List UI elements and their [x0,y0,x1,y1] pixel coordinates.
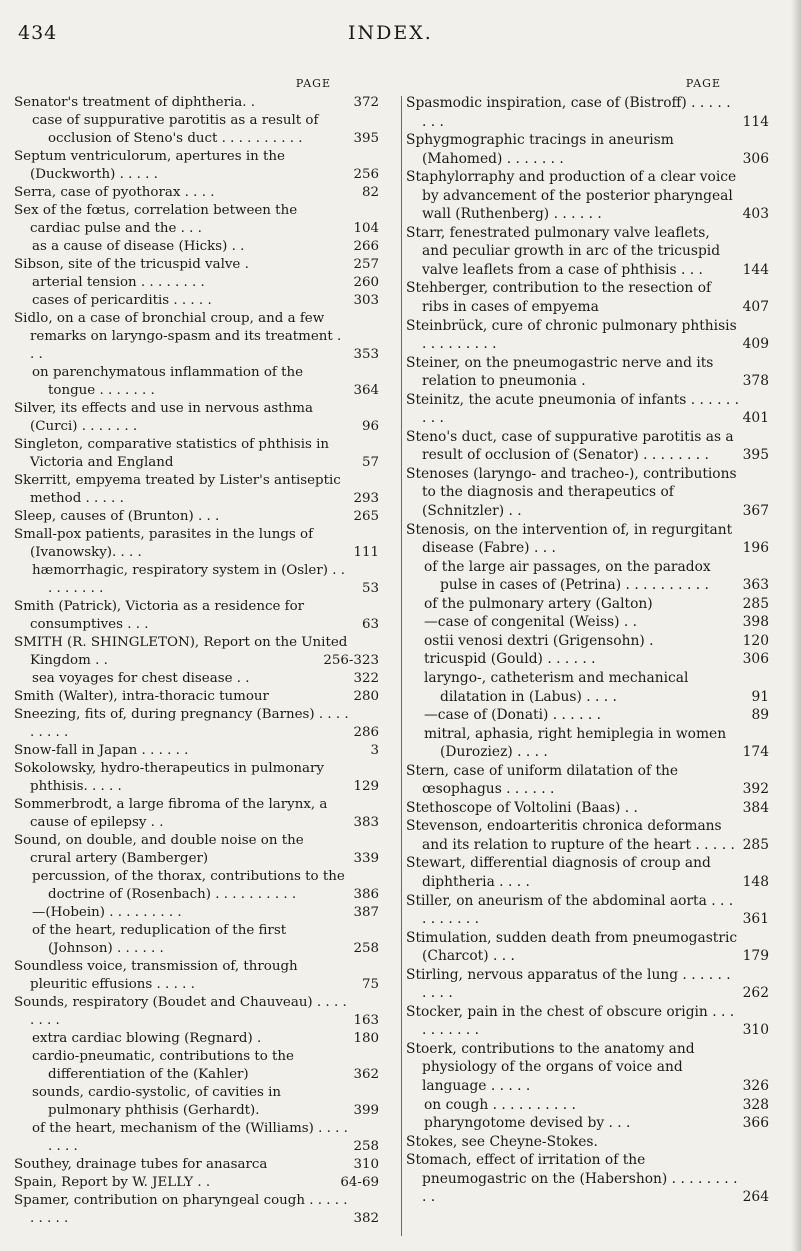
index-entry [14,184,397,202]
entry-page: 96 [361,419,379,434]
index-entry [406,632,787,651]
entry-page: 256 [353,167,379,182]
entry-page: 392 [742,781,769,798]
entry-text: Snow-fall in Japan . . . . . . [14,743,189,758]
entry-page: 91 [751,688,769,705]
index-entry [14,670,397,688]
entry-page: 280 [353,689,379,704]
index-entry [406,1096,787,1115]
entry-text: Sleep, causes of (Brunton) . . . [14,509,220,524]
entry-text: Stomach, effect of irritation of the pneumogastric on the (Habershon) . . . . . . . . . . [406,1152,738,1206]
entry-text: arterial tension . . . . . . . . [32,275,205,290]
entry-text: Steiner, on the pneumogastric nerve and its relation to pneumonia . [406,354,714,390]
index-entry [406,854,787,891]
index-entry [14,1084,397,1120]
entry-text: sea voyages for chest disease . . [32,671,250,686]
index-entry [14,364,397,400]
index-entry [14,562,397,598]
index-entry [14,922,397,958]
entry-text: Senator's treatment of diphtheria. . [14,95,256,110]
entry-page: 395 [742,447,769,464]
index-entry [14,94,397,112]
entry-page: 285 [742,836,769,853]
entry-page: 364 [353,383,379,398]
entry-text: Stocker, pain in the chest of obscure origin . . . . . . . . . . [406,1003,735,1039]
entry-text: of the heart, mechanism of the (Williams) . . . . . . . . [32,1121,348,1154]
entry-text: percussion, of the thorax, contributions to the doctrine of (Rosenbach) . . . . . . . . . . [32,869,345,902]
entry-page: 63 [361,617,379,632]
index-entry [14,796,397,832]
index-entry [406,613,787,632]
index-entry [406,428,787,465]
index-entry [14,742,397,760]
index-entry [406,762,787,799]
entry-text: of the large air passages, on the paradox pulse in cases of (Petrina) . . . . . . . . . . [424,558,711,594]
entry-text: cardio-pneumatic, contributions to the differentiation of the (Kahler) [32,1049,294,1082]
entry-page: 401 [742,410,769,427]
entry-page: 399 [353,1103,379,1118]
entry-text: Sound, on double, and double noise on the crural artery (Bamberger) [14,833,304,866]
entry-page: 258 [353,941,379,956]
entry-text: laryngo-, catheterism and mechanical dilatation in (Labus) . . . . [424,669,689,705]
entry-text: Steno's duct, case of suppurative parotitis as a result of occlusion of (Senator) . . . . . . . . [406,428,734,464]
entry-text: Soundless voice, transmission of, through pleuritic effusions . . . . . [14,959,298,992]
entry-text: Stimulation, sudden death from pneumogastric (Charcot) . . . [406,929,738,965]
index-entry [406,279,787,316]
page-title: INDEX. [348,22,433,44]
entry-text: Stethoscope of Voltolini (Baas) . . [406,799,638,816]
index-entry [406,706,787,725]
entry-page: 383 [353,815,379,830]
index-entry [406,892,787,929]
entry-page: 258 [353,1139,379,1154]
entry-page: 293 [353,491,379,506]
entry-text: tricuspid (Gould) . . . . . . [424,651,596,668]
index-entry [14,1048,397,1084]
index-entry [14,760,397,796]
entry-text: case of suppurative parotitis as a result of occlusion of Steno's duct . . . . . . . . . . [32,113,319,146]
entry-text: Singleton, comparative statistics of phthisis in Victoria and England [14,437,330,470]
entry-page: 384 [742,799,769,816]
entry-text: Smith (Patrick), Victoria as a residence for consumptives . . . [14,599,305,632]
entry-page: 82 [361,185,379,200]
entry-page: 104 [353,221,379,236]
index-entry [14,292,397,310]
entry-text: ostii venosi dextri (Grigensohn) . [424,632,654,649]
page-column-heading: PAGE [685,77,721,90]
entry-text: pharyngotome devised by . . . [424,1115,631,1132]
entry-text: Stirling, nervous apparatus of the lung . . . . . . . . . . [406,966,731,1002]
entry-page: 265 [353,509,379,524]
entry-page: 310 [742,1022,769,1039]
entry-page: 386 [353,887,379,902]
entry-page: 180 [353,1031,379,1046]
entry-page: 144 [742,261,769,278]
entry-page: 264 [742,1189,769,1206]
entry-page: 257 [353,257,379,272]
entry-page: 262 [742,985,769,1002]
entry-page: 366 [742,1115,769,1132]
entry-page: 174 [742,744,769,761]
scan-shadow [791,0,801,1251]
index-entry [14,526,397,562]
index-entry [406,725,787,762]
index-entry [14,1192,397,1228]
entry-text: Sex of the fœtus, correlation between the cardiac pulse and the . . . [14,203,298,236]
entry-page: 326 [742,1077,769,1094]
page-header [0,20,801,50]
index-entry [14,904,397,922]
entry-page: 148 [742,873,769,890]
index-entry [406,650,787,669]
entry-text: Stern, case of uniform dilatation of the œsophagus . . . . . . [406,762,679,798]
entry-text: Serra, case of pyothorax . . . . [14,185,215,200]
entry-text: —case of congenital (Weiss) . . [424,614,638,631]
entry-text: Spasmodic inspiration, case of (Bistroff) . . . . . . . . [406,95,731,130]
index-entry [406,354,787,391]
entry-page: 398 [742,614,769,631]
entry-page: 163 [353,1013,379,1028]
entry-page: 361 [742,911,769,928]
entry-text: of the heart, reduplication of the first (Johnson) . . . . . . [32,923,287,956]
entry-page: 53 [361,581,379,596]
entry-page: 407 [742,299,769,316]
entry-page: 120 [742,632,769,649]
entry-page: 179 [742,948,769,965]
entry-page: 303 [353,293,379,308]
entry-text: Skerritt, empyema treated by Lister's antiseptic method . . . . . [14,473,341,506]
entry-text: Staphylorraphy and production of a clear voice by advancement of the posterior pharyngeal wall (Ruthenberg) . . . . . . [406,169,737,223]
entry-page: 328 [742,1096,769,1113]
index-entry [406,595,787,614]
entry-page: 362 [353,1067,379,1082]
index-entry [14,958,397,994]
entry-page: 378 [742,373,769,390]
index-entry [406,558,787,595]
index-entry [14,238,397,256]
index-entry [406,521,787,558]
entry-page: 339 [353,851,379,866]
entry-page: 114 [742,113,769,130]
entry-page: 372 [353,95,379,110]
entry-text: Sneezing, fits of, during pregnancy (Barnes) . . . . . . . . . [14,707,349,740]
index-entry [406,1133,787,1152]
entry-text: Stevenson, endoarteritis chronica deformans and its relation to rupture of the heart . . . . . [406,818,735,853]
index-entry [14,274,397,292]
entry-page: 286 [353,725,379,740]
entry-page: 196 [742,540,769,557]
entry-list-left [14,94,397,1228]
entry-text: Steinitz, the acute pneumonia of infants . . . . . . . . . [406,391,740,427]
entry-text: Sidlo, on a case of bronchial croup, and a few remarks on laryngo-spasm and its treatment . . . [14,311,342,362]
entry-page: 367 [742,503,769,520]
index-entry [406,317,787,354]
index-entry [406,465,787,521]
index-entry [14,868,397,904]
index-entry [14,994,397,1030]
index-entry [406,929,787,966]
entry-page: 57 [361,455,379,470]
entry-text: Smith (Walter), intra-thoracic tumour [14,689,269,704]
entry-text: Stenosis, on the intervention of, in regurgitant disease (Fabre) . . . [406,521,733,557]
entry-text: sounds, cardio-systolic, of cavities in pulmonary phthisis (Gerhardt). [32,1085,282,1118]
index-column-right [406,76,787,1207]
index-entry [14,400,397,436]
index-entry [14,1174,397,1192]
entry-page: 75 [361,977,379,992]
entry-page: 256-323 [323,653,379,668]
entry-page: 382 [353,1211,379,1226]
index-entry [14,436,397,472]
index-entry [14,256,397,274]
index-entry [14,706,397,742]
entry-text: —case of (Donati) . . . . . . [424,707,602,724]
index-entry [406,168,787,224]
entry-page: 285 [742,595,769,612]
entry-text: of the pulmonary artery (Galton) [424,595,653,612]
index-entry [14,112,397,148]
entry-text: on parenchymatous inflammation of the tongue . . . . . . . [32,365,304,398]
entry-text: hæmorrhagic, respiratory system in (Osler) . . . . . . . . . [32,563,346,596]
index-column-left [14,76,397,1228]
index-entry [406,799,787,818]
entry-text: Starr, fenestrated pulmonary valve leaflets, and peculiar growth in arc of the tricuspid valve leaflets from a case of phthisis . . . [406,224,721,278]
entry-text: extra cardiac blowing (Regnard) . [32,1031,262,1046]
entry-text: Stewart, differential diagnosis of croup and diphtheria . . . . [406,855,711,890]
entry-text: Spain, Report by W. JELLY . . [14,1175,211,1190]
index-entry [14,688,397,706]
entry-text: Sibson, site of the tricuspid valve . [14,257,249,272]
index-entry [14,598,397,634]
entry-text: —(Hobein) . . . . . . . . . [32,905,182,920]
index-entry [406,131,787,168]
entry-page: 64-69 [340,1175,379,1190]
entry-page: 387 [353,905,379,920]
entry-page: 395 [353,131,379,146]
index-entry [406,1151,787,1207]
index-entry [14,310,397,364]
entry-list-right [406,94,787,1207]
entry-page: 322 [353,671,379,686]
entry-text: Steinbrück, cure of chronic pulmonary phthisis . . . . . . . . . [406,317,737,353]
entry-text: Sommerbrodt, a large fibroma of the larynx, a cause of epilepsy . . [14,797,328,830]
entry-page: 3 [370,743,379,758]
index-entry [406,1040,787,1096]
entry-page: 409 [742,336,769,353]
entry-page: 306 [742,150,769,167]
entry-text: Sphygmographic tracings in aneurism (Mahomed) . . . . . . . [406,132,674,167]
entry-text: Silver, its effects and use in nervous asthma (Curci) . . . . . . . [14,401,313,434]
entry-text: on cough . . . . . . . . . . [424,1096,576,1113]
index-entry [14,1120,397,1156]
column-divider [401,96,402,1236]
index-entry [14,832,397,868]
entry-text: as a cause of disease (Hicks) . . [32,239,245,254]
entry-text: cases of pericarditis . . . . . [32,293,212,308]
entry-text: Stokes, see Cheyne-Stokes. [406,1133,598,1150]
entry-page: 129 [353,779,379,794]
index-entry [406,94,787,131]
index-entry [406,817,787,854]
entry-page: 111 [353,545,379,560]
index-entry [406,1114,787,1133]
index-entry [14,1030,397,1048]
index-entry [14,472,397,508]
index-entry [14,508,397,526]
entry-text: Sounds, respiratory (Boudet and Chauveau) . . . . . . . . [14,995,347,1028]
index-entry [14,634,397,670]
entry-text: Septum ventriculorum, apertures in the (Duckworth) . . . . . [14,149,285,182]
entry-text: Spamer, contribution on pharyngeal cough . . . . . . . . . . [14,1193,348,1226]
page-column-heading: PAGE [295,77,331,90]
entry-page: 260 [353,275,379,290]
index-entry [14,1156,397,1174]
entry-text: mitral, aphasia, right hemiplegia in women (Duroziez) . . . . [424,725,727,761]
entry-page: 310 [353,1157,379,1172]
entry-text: Sokolowsky, hydro-therapeutics in pulmonary phthisis. . . . . [14,761,324,794]
entry-page: 363 [742,577,769,594]
entry-text: SMITH (R. SHINGLETON), Report on the United Kingdom . . [14,635,348,668]
entry-page: 89 [751,707,769,724]
index-entry [406,1003,787,1040]
entry-text: Stehberger, contribution to the resection of ribs in cases of empyema [406,280,712,316]
index-entry [14,202,397,238]
index-entry [406,391,787,428]
entry-page: 266 [353,239,379,254]
index-entry [406,224,787,280]
index-entry [406,669,787,706]
entry-text: Stoerk, contributions to the anatomy and physiology of the organs of voice and language . . . . . [406,1040,695,1094]
entry-page: 306 [742,651,769,668]
entry-page: 403 [742,206,769,223]
entry-text: Stenoses (laryngo- and tracheo-), contributions to the diagnosis and therapeutics of (Schnitzler) . . [406,465,737,520]
index-entry [406,966,787,1003]
entry-page: 353 [353,347,379,362]
entry-text: Small-pox patients, parasites in the lungs of (Ivanowsky). . . . [14,527,314,560]
entry-text: Stiller, on aneurism of the abdominal aorta . . . . . . . . . . [406,892,734,928]
index-entry [14,148,397,184]
page-number: 434 [18,22,58,44]
entry-text: Southey, drainage tubes for anasarca [14,1157,268,1172]
